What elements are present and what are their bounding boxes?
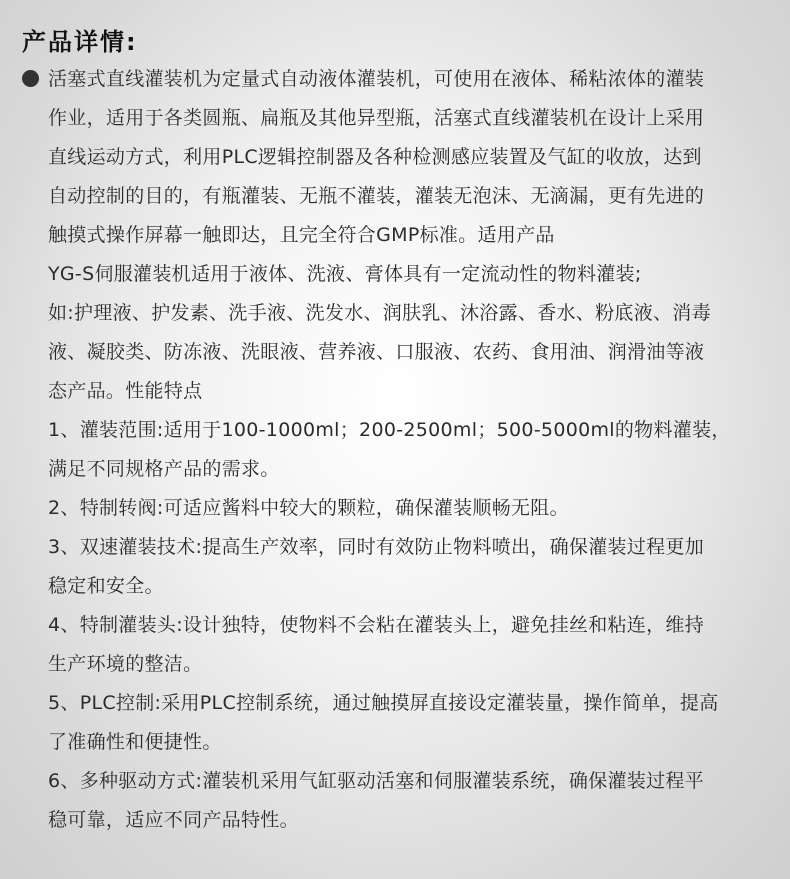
description-line (22, 60, 774, 99)
feature-line: 5、PLC控制:采用PLC控制系统，通过触摸屏直接设定灌装量，操作简单，提高 (48, 692, 719, 714)
feature-line: 满足不同规格产品的需求。 (48, 458, 280, 480)
feature-line: 稳定和安全。 (48, 575, 164, 597)
feature-line: 3、双速灌装技术:提高生产效率，同时有效防止物料喷出，确保灌装过程更加 (48, 536, 704, 558)
feature-line: 6、多种驱动方式:灌装机采用气缸驱动活塞和伺服灌装系统，确保灌装过程平 (48, 770, 704, 792)
description-line: 作业，适用于各类圆瓶、扁瓶及其他异型瓶，活塞式直线灌装机在设计上采用 (48, 107, 705, 129)
description-line: 触摸式操作屏幕一触即达，且完全符合GMP标准。适用产品 (48, 224, 555, 246)
description-line: YG-S伺服灌装机适用于液体、洗液、膏体具有一定流动性的物料灌装; (48, 263, 642, 285)
feature-line: 4、特制灌装头:设计独特，使物料不会粘在灌装头上，避免挂丝和粘连，维持 (48, 614, 704, 636)
line-text: 活塞式直线灌装机为定量式自动液体灌装机，可使用在液体、稀粘浓体的灌装 (48, 68, 705, 90)
feature-line: 稳可靠，适应不同产品特性。 (48, 809, 299, 831)
feature-line: 2、特制转阀:可适应酱料中较大的颗粒，确保灌装顺畅无阻。 (48, 497, 569, 519)
bullet-icon (22, 70, 39, 87)
description-line: 液、凝胶类、防冻液、洗眼液、营养液、口服液、农药、食用油、润滑油等液 (48, 341, 705, 363)
description-line: 直线运动方式，利用PLC逻辑控制器及各种检测感应装置及气缸的收放，达到 (48, 146, 702, 168)
feature-line: 生产环境的整洁。 (48, 653, 203, 675)
page-title: 产品详情: (22, 28, 138, 56)
feature-line: 1、灌装范围:适用于100-1000ml；200-2500ml；500-5000ml的物料灌装， (48, 419, 731, 441)
description-line: 如:护理液、护发素、洗手液、洗发水、润肤乳、沐浴露、香水、粉底液、消毒 (48, 302, 711, 324)
description-line: 自动控制的目的，有瓶灌装、无瓶不灌装，灌装无泡沫、无滴漏，更有先进的 (48, 185, 705, 207)
description-line: 态产品。性能特点 (48, 380, 203, 402)
product-description (22, 60, 774, 840)
feature-line: 了准确性和便捷性。 (48, 731, 222, 753)
